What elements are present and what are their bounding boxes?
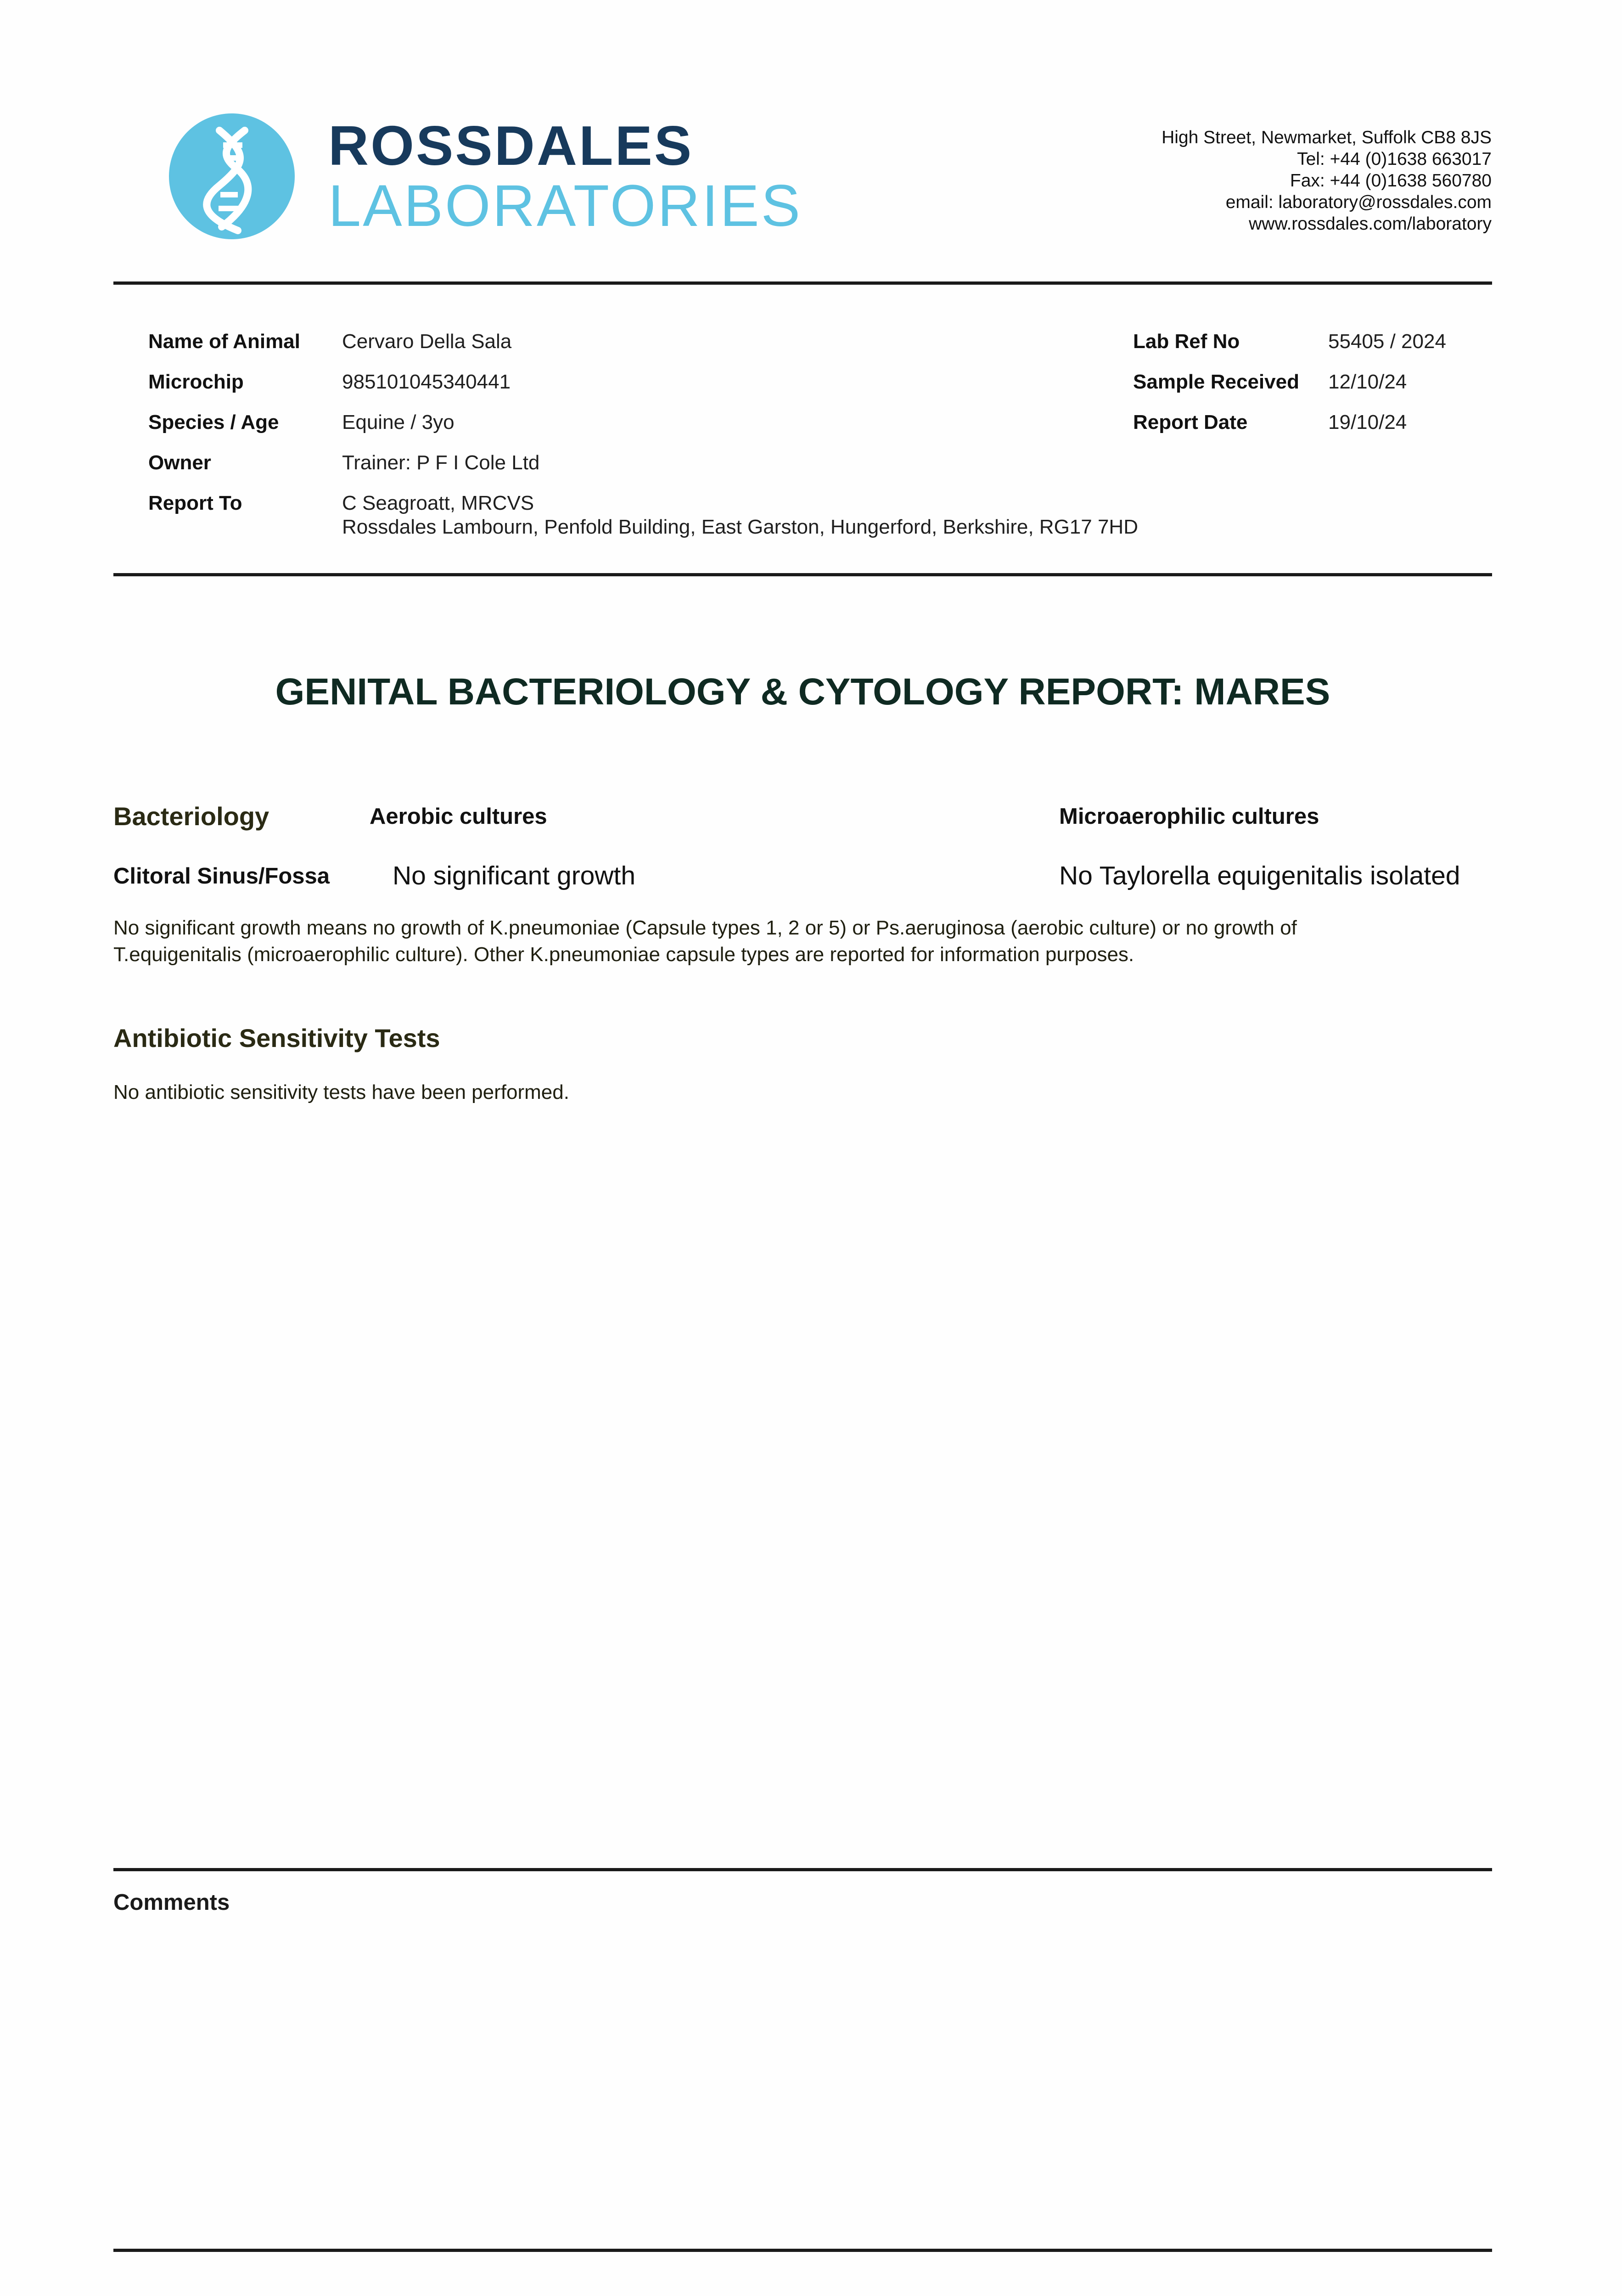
brand-name: ROSSDALES <box>328 114 694 177</box>
aerobic-result: No significant growth <box>393 861 636 890</box>
fax: Fax: +44 (0)1638 560780 <box>1290 171 1492 191</box>
telephone: Tel: +44 (0)1638 663017 <box>1297 149 1492 169</box>
report-to-address: Rossdales Lambourn, Penfold Building, East Garston, Hungerford, Berkshire, RG17 7HD <box>342 516 1138 538</box>
lab-ref-value: 55405 / 2024 <box>1328 330 1446 353</box>
bacteriology-note-line1: No significant growth means no growth of K.pneumoniae (Capsule types 1, 2 or 5) or Ps.aeruginosa (aerobic culture) or no growth of <box>113 917 1297 939</box>
species-label: Species / Age <box>148 411 279 433</box>
dna-logo-icon <box>169 112 295 241</box>
sample-received-label: Sample Received <box>1133 371 1299 393</box>
sample-received-value: 12/10/24 <box>1328 371 1407 393</box>
name-value: Cervaro Della Sala <box>342 330 512 353</box>
divider-info <box>113 573 1492 576</box>
antibiotic-text: No antibiotic sensitivity tests have been performed. <box>113 1081 569 1103</box>
bacteriology-heading: Bacteriology <box>113 802 269 831</box>
aerobic-heading: Aerobic cultures <box>370 804 547 829</box>
microaerophilic-result: No Taylorella equigenitalis isolated <box>1059 861 1460 890</box>
owner-value: Trainer: P F I Cole Ltd <box>342 451 540 474</box>
species-value: Equine / 3yo <box>342 411 455 433</box>
sample-site: Clitoral Sinus/Fossa <box>113 864 330 889</box>
report-date-label: Report Date <box>1133 411 1248 433</box>
report-date-value: 19/10/24 <box>1328 411 1407 433</box>
divider-top <box>113 281 1492 285</box>
microchip-label: Microchip <box>148 371 244 393</box>
lab-ref-label: Lab Ref No <box>1133 330 1240 353</box>
website: www.rossdales.com/laboratory <box>1249 214 1492 234</box>
contact-block <box>1033 127 1492 235</box>
email: email: laboratory@rossdales.com <box>1225 192 1492 212</box>
microchip-value: 985101045340441 <box>342 371 511 393</box>
report-title: GENITAL BACTERIOLOGY & CYTOLOGY REPORT: MARES <box>275 671 1330 713</box>
address: High Street, Newmarket, Suffolk CB8 8JS <box>1162 128 1492 147</box>
bacteriology-note-line2: T.equigenitalis (microaerophilic culture). Other K.pneumoniae capsule types are reported for information purposes. <box>113 943 1134 966</box>
brand-subname: LABORATORIES <box>328 173 802 239</box>
microaerophilic-heading: Microaerophilic cultures <box>1059 804 1319 829</box>
owner-label: Owner <box>148 451 211 474</box>
divider-comments <box>113 1868 1492 1871</box>
antibiotic-heading: Antibiotic Sensitivity Tests <box>113 1024 440 1052</box>
report-to-label: Report To <box>148 492 242 514</box>
comments-heading: Comments <box>113 1890 230 1915</box>
divider-bottom <box>113 2249 1492 2252</box>
name-label: Name of Animal <box>148 330 300 353</box>
report-to-name: C Seagroatt, MRCVS <box>342 492 534 514</box>
